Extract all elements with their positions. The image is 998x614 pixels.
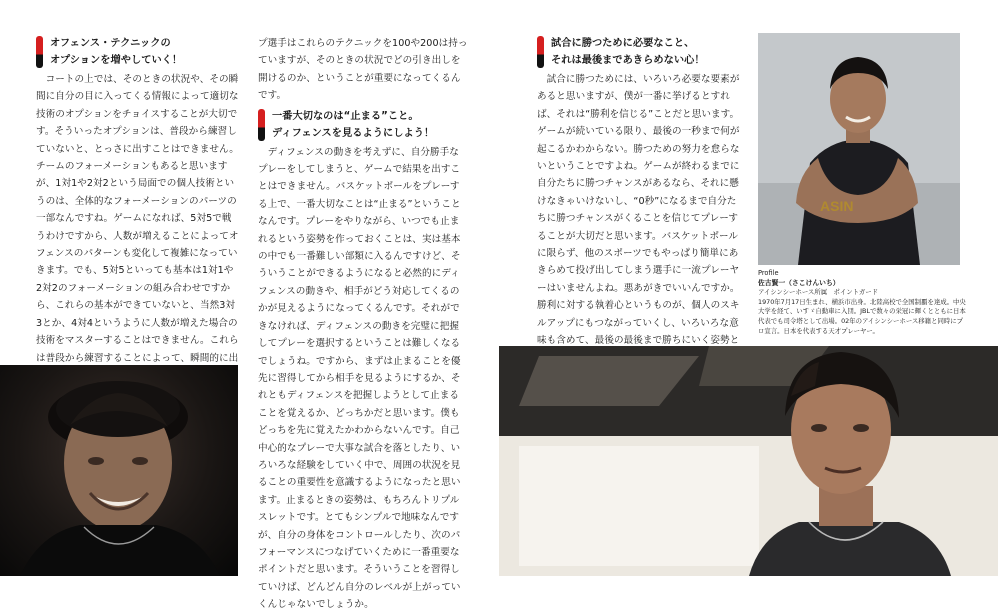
heading-accent-bar — [36, 36, 43, 68]
body-paragraph: プ選手はこれらのテクニックを100や200は持っていますが、そのときの状況でどの引き出しを開けるのか、ということが重要になってくるんです。 — [258, 38, 468, 102]
profile-team: アイシンシーホース所属 ポイントガード — [758, 288, 879, 297]
player-photo-smiling — [0, 365, 238, 576]
photo-illustration — [758, 33, 960, 265]
profile-bio: 1970年7月17日生まれ、横浜市出身。北陸高校で全国制覇を達成。中央大学を経て、いすゞ自動車に入団。JBLで数々の栄冠に輝くとともに日本代表でも司令塔として出場。02年のアイシンシーホース移籍と同時にプロ宣言。日本を代表する天才プレーヤー。 — [758, 297, 966, 335]
svg-text:ASIN: ASIN — [820, 198, 854, 214]
photo-illustration — [499, 346, 998, 576]
heading-line: それは最後まであきらめない心！ — [551, 55, 705, 66]
column-3 — [537, 35, 742, 367]
player-photo-looking-aside — [499, 346, 998, 576]
profile-name: 佐古賢一（さこけんいち） — [758, 278, 840, 287]
heading-line: 一番大切なのは“止まる”こと。 — [272, 110, 419, 122]
body-paragraph: ディフェンスの動きを考えずに、自分勝手なプレーをしてしまうと、ゲームで結果を出すことはできません。バスケットボールをプレーする上で、一番大切なことは“止まる”ということなんです。プレーをやりながら、いつでも止まれるという姿勢を作っておくことは、実は基本の中でも一番難しい部類に入るんですけど、そういうことができるようになると必然的にディフェンスの動きや、相手がどう対応してくるのかが見えるようになってくるんです。それができなければ、ディフェンスの動きを完璧に把握してプレーを選択するということは難しくなるでしょうね。ですから、まずは止まることを優先に習得してから相手を見るようにするか、それともディフェンスを把握しようとして止まることを覚えるか、どっちかだと思います。僕もどっちを先に覚えたかわからないんです。自己中心的なプレーで大事な試合を落としたり、いろいろな経験をしていく中で、周囲の状況を見ることの重要性を意識するようになったと思います。止まるときの姿勢は、もちろんトリプルスレットです。とてもシンプルで地味なんですが、自分の身体をコントロールしたり、次のパフォーマンスにつなげていくために一番重要なポイントだと思います。そういうことを習得していけば、どんどん自分のレベルが上がっていくんじゃないでしょうか。 — [258, 146, 461, 611]
column-2 — [258, 35, 468, 614]
column-1 — [36, 35, 239, 402]
section-heading-stop — [258, 108, 468, 142]
photo-illustration — [0, 365, 238, 576]
heading-line: ディフェンスを見るようにしよう！ — [272, 127, 435, 139]
section-heading-offense — [36, 35, 239, 69]
player-photo-arms-crossed — [758, 33, 960, 265]
heading-accent-bar — [537, 36, 544, 68]
player-profile — [758, 269, 968, 336]
profile-label: Profile — [758, 269, 779, 277]
heading-line: オプションを増やしていく！ — [50, 55, 183, 66]
section-heading-never-give-up — [537, 35, 742, 69]
heading-line: オフェンス・テクニックの — [50, 38, 171, 49]
heading-line: 試合に勝つために必要なこと、 — [551, 38, 695, 49]
body-paragraph: コートの上では、そのときの状況や、その瞬間に自分の目に入ってくる情報によって適切な技術のオプションをチョイスすることが大切です。そういったオプションは、普段から練習していないと、とっさに出すことはできません。チームのフォーメーションもあると思いますが、1対1や2対2という局面での個人技術というのは、全体的なフォーメーションのパーツの一部なんですね。ゲームになれば、5対5で戦うわけですから、人数が増えることによってオフェンスのパターンも変化して複雑になっていきます。でも、5対5といっても基本は1対1や2対2のフォーメーションの組み合わせですから、これらの基本ができていないと、当然3対3とか、4対4というように人数が増えた場合の技術をマスターすることはできません。これらは普段から練習することによって、瞬間的に出 — [36, 74, 239, 364]
heading-accent-bar — [258, 109, 265, 141]
body-paragraph: 試合に勝つためには、いろいろ必要な要素があると思いますが、僕が一番に挙げるとすれば、それは“勝利を信じる”ことだと思います。ゲームが続いている限り、最後の一秒まで何が起こるかわからない。勝つための努力を怠らないということですよね。ゲームが終わるまでに自分たちに勝つチャンスがあるなら、それに懸けなきゃいけないし、“0秒”になるまで自分たちに勝つチャンスがくることを信じてプレーすることが大切だと思います。バスケットボールに限らず、他のスポーツでもやっぱり簡単にあきらめて投げ出してしまう選手に一流プレーヤーはいませんよね。悪あがきでいいんですか。勝利に対する執着心というものが、個人のスキルアップにもつながっていくし、いろいろな意味も含めて、最後の最後まで勝ちにいく姿勢と — [537, 74, 740, 347]
